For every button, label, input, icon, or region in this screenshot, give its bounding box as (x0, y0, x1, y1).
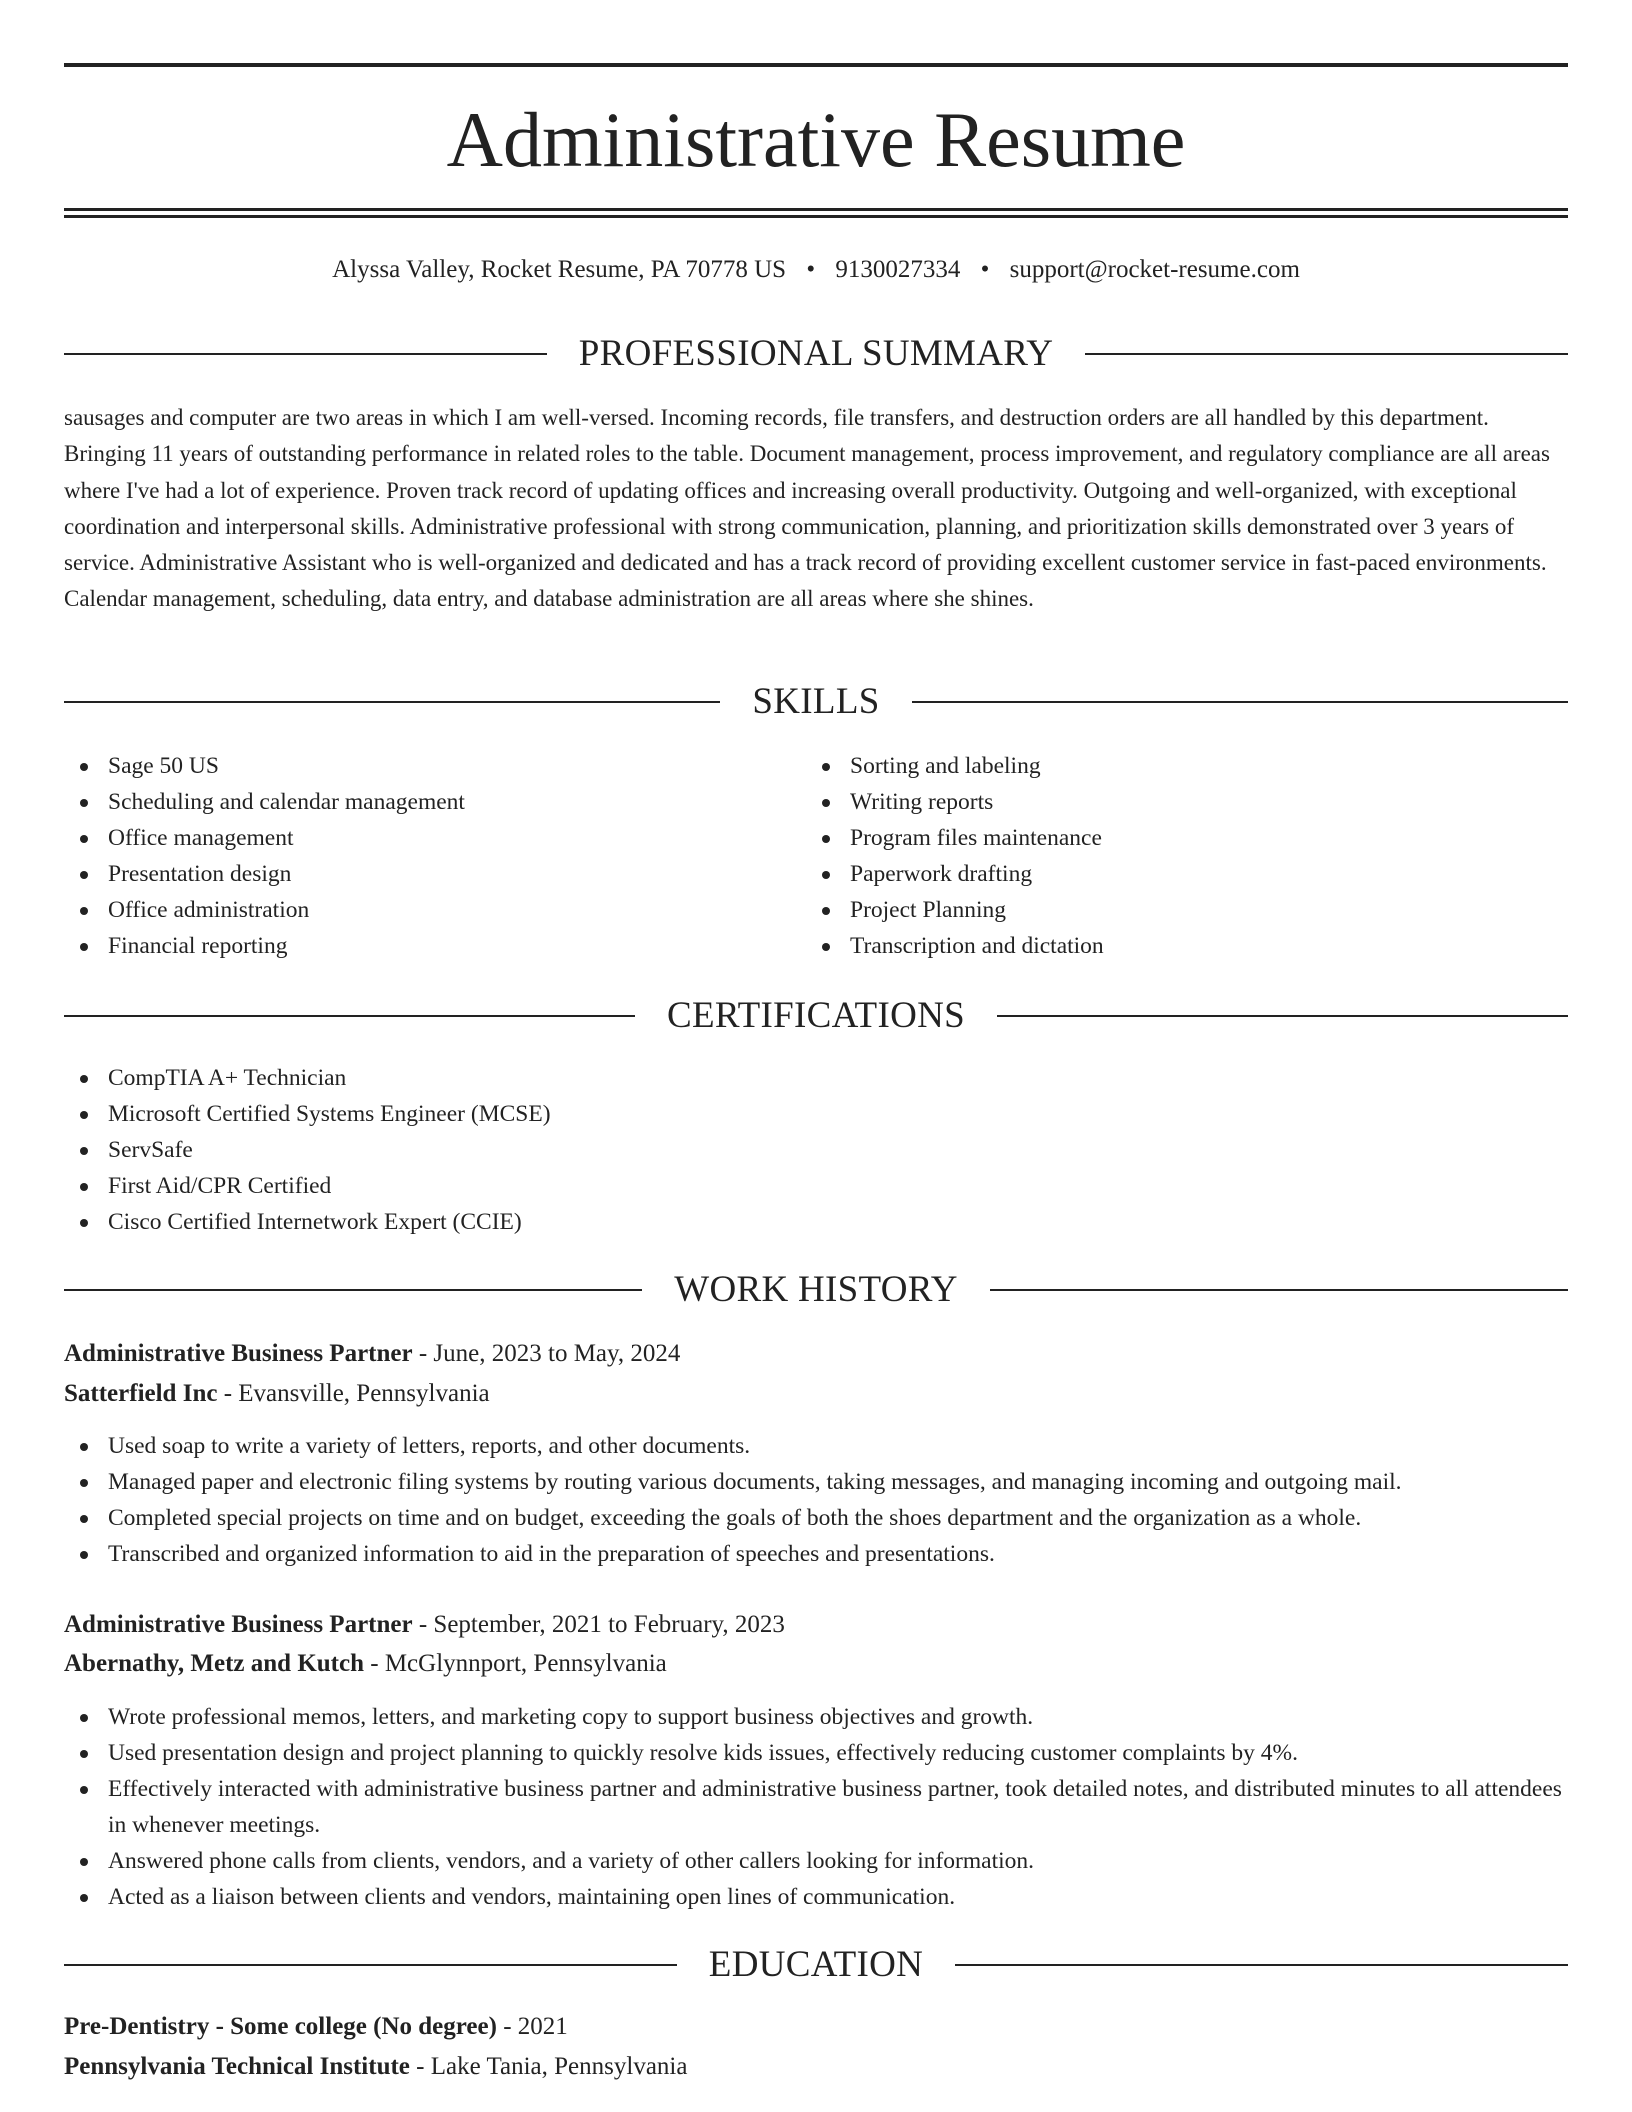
job-bullets (64, 1428, 1568, 1572)
top-rule (64, 63, 1568, 67)
job-company: Abernathy, Metz and Kutch (64, 1650, 364, 1677)
skill-item: Office administration (64, 892, 764, 928)
section-header-education (64, 1943, 1568, 1987)
education-degree-line (64, 2010, 1568, 2044)
job-bullet: Used soap to write a variety of letters, reports, and other documents. (64, 1428, 1568, 1464)
skill-item: Writing reports (806, 784, 1506, 820)
job-company-line (64, 1647, 1568, 1681)
section-divider (64, 701, 720, 703)
job-bullets (64, 1699, 1568, 1915)
job-bullet: Completed special projects on time and on budget, exceeding the goals of both the shoes department and the organization as a whole. (64, 1500, 1568, 1536)
section-divider (997, 1015, 1568, 1017)
job-bullet: Used presentation design and project planning to quickly resolve kids issues, effectively reducing customer complaints by 4%. (64, 1735, 1568, 1771)
skill-item: Sorting and labeling (806, 748, 1506, 784)
skill-item: Scheduling and calendar management (64, 784, 764, 820)
certification-item: First Aid/CPR Certified (64, 1168, 1568, 1204)
job-title: Administrative Business Partner (64, 1340, 413, 1367)
contact-phone: 9130027334 (835, 256, 961, 283)
section-header-work-history (64, 1268, 1568, 1312)
contact-line (64, 254, 1568, 286)
job-location: - Evansville, Pennsylvania (217, 1380, 490, 1407)
job-bullet: Acted as a liaison between clients and vendors, maintaining open lines of communication. (64, 1879, 1568, 1915)
certification-item: ServSafe (64, 1132, 1568, 1168)
job-location: - McGlynnport, Pennsylvania (364, 1650, 667, 1677)
section-title-certifications: CERTIFICATIONS (667, 995, 965, 1036)
section-divider (1085, 353, 1568, 355)
section-header-certifications (64, 994, 1568, 1038)
education-location: - Lake Tania, Pennsylvania (409, 2053, 688, 2080)
section-title-work-history: WORK HISTORY (674, 1269, 958, 1310)
contact-separator: • (806, 256, 816, 283)
job-dates: - June, 2023 to May, 2024 (412, 1340, 681, 1367)
skills-column-left (64, 748, 764, 964)
skill-item: Program files maintenance (806, 820, 1506, 856)
summary-paragraph: sausages and computer are two areas in which I am well-versed. Incoming records, file transfers, and destruction orders are all handled by this department. Bringing 11 years of outstanding performance in related roles to the table. Document management, process improvement, and regulatory compliance are all areas where I've had a lot of experience. Proven track record of updating offices and increasing overall productivity. Outgoing and well-organized, with exceptional coordination and interpersonal skills. Administrative professional with strong communication, planning, and prioritization skills demonstrated over 3 years of service. Administrative Assistant who is well-organized and dedicated and has a track record of providing excellent customer service in fast-paced environments. Calendar management, scheduling, data entry, and database administration are all areas where she shines. (64, 405, 1550, 612)
job-bullet: Transcribed and organized information to aid in the preparation of speeches and presentations. (64, 1536, 1568, 1572)
job-dates: - September, 2021 to February, 2023 (412, 1611, 785, 1638)
education-year: - 2021 (496, 2013, 568, 2040)
skill-item: Presentation design (64, 856, 764, 892)
section-title-skills: SKILLS (752, 681, 880, 722)
skill-item: Transcription and dictation (806, 928, 1506, 964)
education-degree: Pre-Dentistry - Some college (No degree) (64, 2013, 497, 2040)
section-divider (64, 1289, 642, 1291)
section-divider (64, 353, 547, 355)
job-bullet: Managed paper and electronic filing systems by routing various documents, taking messages, and managing incoming and outgoing mail. (64, 1464, 1568, 1500)
section-divider (64, 1015, 635, 1017)
job-bullet: Answered phone calls from clients, vendors, and a variety of other callers looking for information. (64, 1843, 1568, 1879)
section-divider (64, 1964, 677, 1966)
education-school: Pennsylvania Technical Institute (64, 2053, 410, 2080)
certification-item: CompTIA A+ Technician (64, 1060, 1568, 1096)
skill-item: Project Planning (806, 892, 1506, 928)
job-title-line (64, 1608, 1568, 1642)
section-header-summary (64, 332, 1568, 376)
section-divider (990, 1289, 1568, 1291)
contact-address: Alyssa Valley, Rocket Resume, PA 70778 US (332, 256, 787, 283)
skill-item: Sage 50 US (64, 748, 764, 784)
certification-item: Cisco Certified Internetwork Expert (CCIE) (64, 1204, 1568, 1240)
section-header-skills (64, 680, 1568, 724)
job-title-line (64, 1337, 1568, 1371)
certification-item: Microsoft Certified Systems Engineer (MCSE) (64, 1096, 1568, 1132)
page-title: Administrative Resume (446, 96, 1186, 183)
skill-item: Office management (64, 820, 764, 856)
skill-item: Paperwork drafting (806, 856, 1506, 892)
section-divider (912, 701, 1568, 703)
title-double-rule (64, 208, 1568, 218)
contact-separator: • (980, 256, 990, 283)
job-bullet: Effectively interacted with administrative business partner and administrative business partner, took detailed notes, and distributed minutes to all attendees in whenever meetings. (64, 1771, 1568, 1843)
skill-item: Financial reporting (64, 928, 764, 964)
skills-column-right (806, 748, 1506, 964)
job-bullet: Wrote professional memos, letters, and marketing copy to support business objectives and growth. (64, 1699, 1568, 1735)
job-title: Administrative Business Partner (64, 1611, 413, 1638)
job-company: Satterfield Inc (64, 1380, 218, 1407)
contact-email: support@rocket-resume.com (1009, 256, 1300, 283)
job-company-line (64, 1377, 1568, 1411)
section-title-summary: PROFESSIONAL SUMMARY (578, 333, 1054, 374)
education-school-line (64, 2050, 1568, 2084)
section-title-education: EDUCATION (708, 1944, 924, 1985)
section-divider (955, 1964, 1568, 1966)
certifications-list (64, 1060, 1568, 1240)
